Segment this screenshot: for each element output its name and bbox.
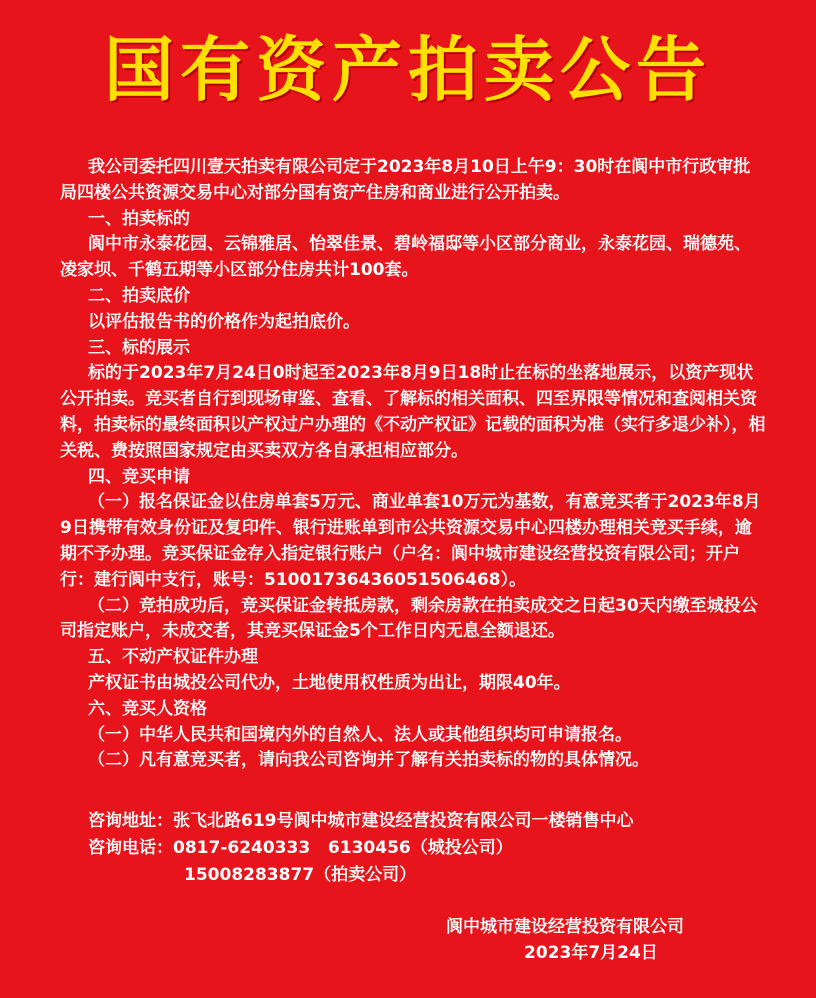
section-4-item-2: （二）竞拍成功后，竞买保证金转抵房款，剩余房款在拍卖成交之日起30天内缴至城投公司指定账户，未成交者，其竞买保证金5个工作日内无息全额退还。	[60, 595, 758, 642]
section-6-heading: 六、竞买人资格	[88, 698, 207, 719]
section-4-item-1: （一）报名保证金以住房单套5万元、商业单套10万元为基数，有意竞买者于2023年8月9日携带有效身份证及复印件、银行进账单到市公共资源交易中心四楼办理相关竞买手续，逾期不予办理。竞买保证金存入指定银行账户（户名：阆中城市建设经营投资有限公司；开户行：建行阆中支行，账号：51001736436051506468）。	[60, 492, 761, 590]
section-2-heading: 二、拍卖底价	[88, 285, 190, 306]
section-3-body: 标的于2023年7月24日0时起至2023年8月9日18时止在标的坐落地展示，以资产现状公开拍卖。竞买者自行到现场审鉴、查看、了解标的相关面积、四至界限等情况和查阅相关资料，拍卖标的最终面积以产权过户办理的《不动产权证》记载的面积为准（实行多退少补），相关税、费按照国家规定由买卖双方各自承担相应部分。	[60, 363, 766, 461]
section-5-body: 产权证书由城投公司代办，土地使用权性质为出让，期限40年。	[88, 672, 571, 693]
phone-secondary: 15008283877（拍卖公司）	[184, 865, 417, 885]
section-1-body: 阆中市永泰花园、云锦雅居、怡翠佳景、碧岭福邸等小区部分商业，永泰花园、瑞德苑、凌家坝、千鹤五期等小区部分住房共计100套。	[60, 234, 751, 281]
issue-date: 2023年7月24日	[524, 943, 658, 963]
signature-block	[446, 914, 684, 966]
section-1-heading: 一、拍卖标的	[88, 208, 190, 229]
contact-block	[88, 808, 634, 889]
section-3-heading: 三、标的展示	[88, 337, 190, 358]
notice-body	[60, 155, 766, 774]
section-2-body: 以评估报告书的价格作为起拍底价。	[88, 311, 360, 332]
section-5-heading: 五、不动产权证件办理	[88, 647, 258, 668]
phone-primary: 0817-6240333 6130456（城投公司）	[173, 838, 513, 858]
section-6-item-2: （二）凡有意竞买者，请向我公司咨询并了解有关拍卖标的物的具体情况。	[88, 750, 649, 771]
issuer-company: 阆中城市建设经营投资有限公司	[446, 917, 684, 937]
phone-label: 咨询电话：	[88, 838, 173, 858]
section-6-item-1: （一）中华人民共和国境内外的自然人、法人或其他组织均可申请报名。	[88, 724, 632, 745]
address-text: 张飞北路619号阆中城市建设经营投资有限公司一楼销售中心	[173, 811, 634, 831]
contact-phone-row	[88, 835, 634, 862]
notice-title: 国有资产拍卖公告	[104, 29, 712, 111]
intro-paragraph: 我公司委托四川壹天拍卖有限公司定于2023年8月10日上午9：30时在阆中市行政审批局四楼公共资源交易中心对部分国有资产住房和商业进行公开拍卖。	[60, 157, 751, 203]
address-label: 咨询地址：	[88, 811, 173, 831]
contact-address-row	[88, 808, 634, 835]
section-4-heading: 四、竞买申请	[88, 466, 190, 487]
